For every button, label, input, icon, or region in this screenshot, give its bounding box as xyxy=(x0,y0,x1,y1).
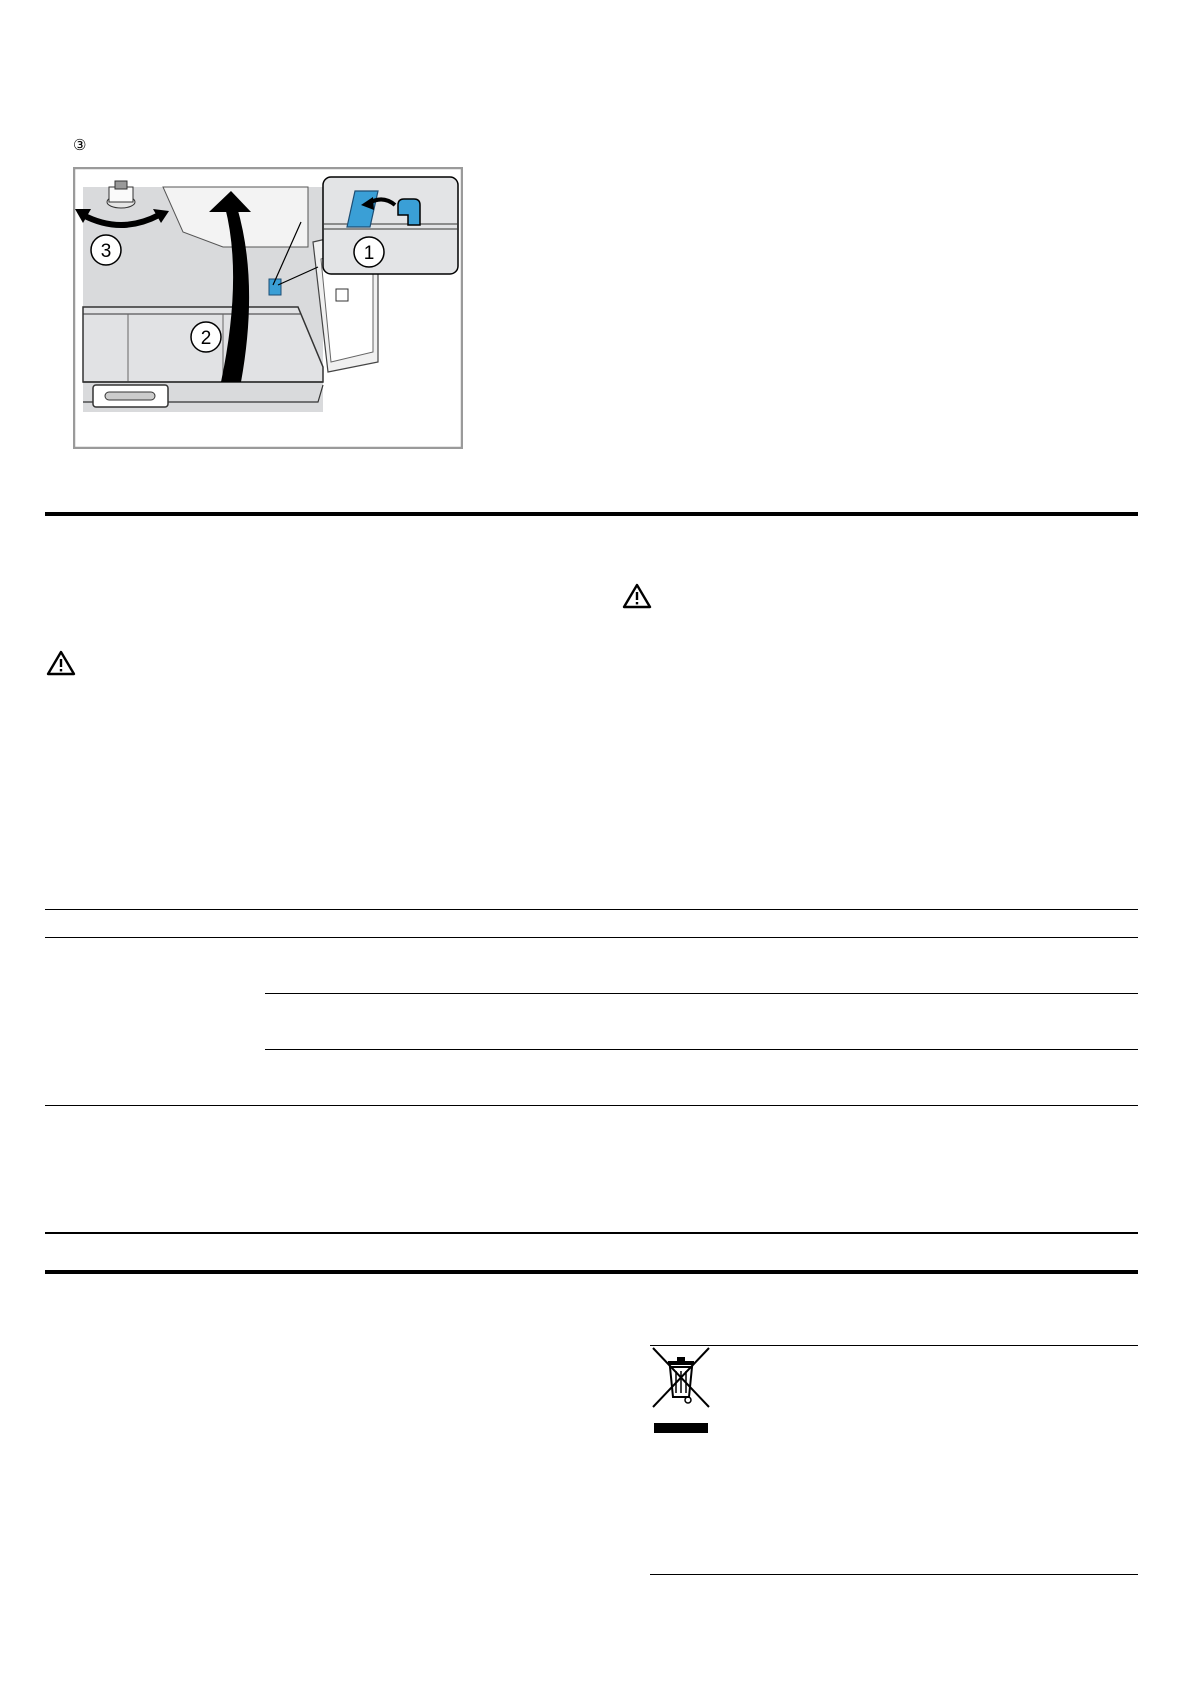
knob-cap xyxy=(115,181,127,189)
disposal-top-rule xyxy=(650,1345,1138,1346)
callout-1: 1 xyxy=(363,243,375,264)
table-top-rule xyxy=(45,909,1138,910)
section-divider-2 xyxy=(45,1270,1138,1274)
zoom-inset xyxy=(323,177,458,274)
table-header-rule xyxy=(45,937,1138,938)
filter-removal-illustration xyxy=(73,167,463,449)
table-row-rule xyxy=(45,1105,1138,1106)
handle-grip xyxy=(105,392,155,400)
callout-2: 2 xyxy=(200,328,212,349)
weee-bin-icon xyxy=(650,1345,712,1435)
disposal-bottom-rule xyxy=(650,1574,1138,1575)
table-row-rule xyxy=(265,993,1138,994)
warning-icon xyxy=(46,650,76,676)
table-row-rule xyxy=(265,1049,1138,1050)
warning-icon xyxy=(622,583,652,609)
section-divider-1 xyxy=(45,512,1138,516)
table-bottom-rule xyxy=(45,1232,1138,1234)
callout-3: 3 xyxy=(100,241,112,262)
side-latch xyxy=(336,289,348,301)
step-number: ③ xyxy=(73,137,87,154)
